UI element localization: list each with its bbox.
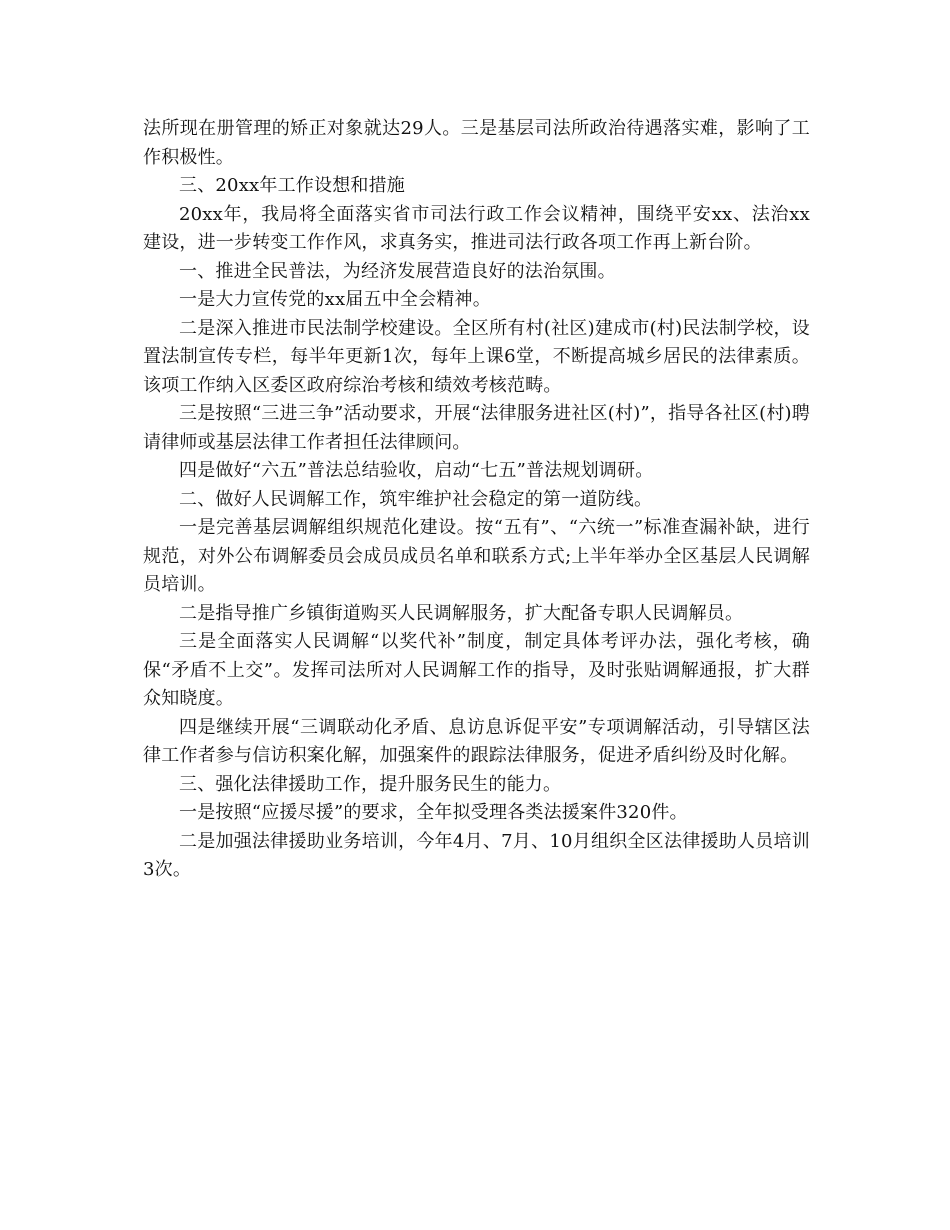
section-heading: 三、强化法律援助工作，提升服务民生的能力。 [179,773,562,795]
paragraph: 四是做好“六五”普法总结验收，启动“七五”普法规划调研。 [179,460,654,481]
paragraph: 法所现在册管理的矫正对象就达29人。三是基层司法所政治待遇落实难，影响了工作积极性。 [143,118,810,168]
paragraph: 一是按照“应援尽援”的要求，全年拟受理各类法援案件320件。 [179,802,688,823]
paragraph: 二是指导推广乡镇街道购买人民调解服务，扩大配备专职人民调解员。 [179,602,744,624]
paragraph: 四是继续开展“三调联动化矛盾、息访息诉促平安”专项调解活动，引导辖区法律工作者参与信访积案化解，加强案件的跟踪法律服务，促进矛盾纠纷及时化解。 [143,716,810,766]
paragraph: 一是完善基层调解组织规范化建设。按“五有”、“六统一”标准查漏补缺，进行规范，对外公布调解委员会成员成员名单和联系方式;上半年举办全区基层人民调解员培训。 [143,517,810,595]
document-body [143,115,810,885]
paragraph: 一是大力宣传党的xx届五中全会精神。 [179,289,491,310]
paragraph: 二是加强法律援助业务培训，今年4月、7月、10月组织全区法律援助人员培训3次。 [143,830,810,880]
paragraph: 三是按照“三进三争”活动要求，开展“法律服务进社区(村)”，指导各社区(村)聘请律师或基层法律工作者担任法律顾问。 [143,403,810,453]
section-heading: 三、20xx年工作设想和措施 [179,175,406,196]
paragraph: 20xx年，我局将全面落实省市司法行政工作会议精神，围绕平安xx、法治xx建设，进一步转变工作作风，求真务实，推进司法行政各项工作再上新台阶。 [143,203,810,253]
paragraph: 二是深入推进市民法制学校建设。全区所有村(社区)建成市(村)民法制学校，设置法制宣传专栏，每半年更新1次，每年上课6堂，不断提高城乡居民的法律素质。该项工作纳入区委区政府综治考核和绩效考核范畴。 [143,317,810,396]
section-heading: 一、推进全民普法，为经济发展营造良好的法治氛围。 [179,260,616,282]
section-heading: 二、做好人民调解工作，筑牢维护社会稳定的第一道防线。 [179,488,653,510]
paragraph: 三是全面落实人民调解“以奖代补”制度，制定具体考评办法，强化考核，确保“矛盾不上交”。发挥司法所对人民调解工作的指导，及时张贴调解通报，扩大群众知晓度。 [143,631,810,709]
